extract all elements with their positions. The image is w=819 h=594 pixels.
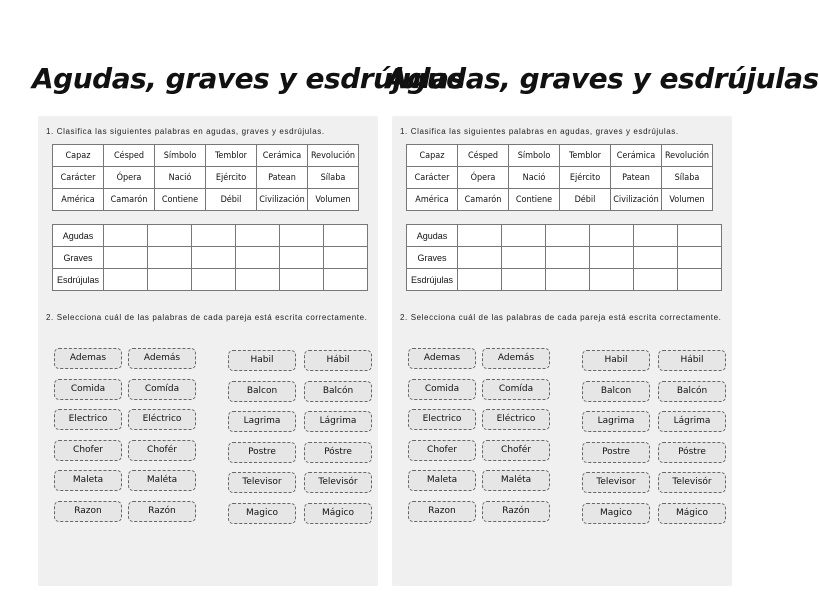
table-row (407, 189, 713, 211)
word-option[interactable]: Chofer (54, 440, 122, 461)
classify-table (52, 224, 368, 291)
word-option[interactable]: Mágico (658, 503, 726, 524)
answer-cell[interactable] (502, 247, 546, 269)
answer-cell[interactable] (104, 247, 148, 269)
table-row (53, 189, 359, 211)
word-option[interactable]: Maleta (54, 470, 122, 491)
table-row (407, 247, 722, 269)
word-cell: Civilización (257, 189, 308, 211)
word-cell: Patean (257, 167, 308, 189)
word-option[interactable]: Magico (582, 503, 650, 524)
answer-cell[interactable] (458, 225, 502, 247)
word-option[interactable]: Habil (228, 350, 296, 371)
word-option[interactable]: Televisór (304, 472, 372, 493)
word-option[interactable]: Maléta (482, 470, 550, 491)
word-cell: Contiene (509, 189, 560, 211)
word-cell: Nació (509, 167, 560, 189)
word-cell: Capaz (407, 145, 458, 167)
word-cell: Ejército (560, 167, 611, 189)
classify-label: Agudas (53, 225, 104, 247)
word-cell: Ópera (458, 167, 509, 189)
word-option[interactable]: Ademas (408, 348, 476, 369)
worksheet-right (386, 62, 819, 532)
word-option[interactable]: Comída (482, 379, 550, 400)
word-cell: Símbolo (509, 145, 560, 167)
word-option[interactable]: Electrico (408, 409, 476, 430)
table-row (53, 145, 359, 167)
word-option[interactable]: Ademas (54, 348, 122, 369)
word-option[interactable]: Eléctrico (128, 409, 196, 430)
word-cell: Carácter (407, 167, 458, 189)
answer-cell[interactable] (148, 225, 192, 247)
word-cell: Civilización (611, 189, 662, 211)
answer-cell[interactable] (502, 269, 546, 291)
word-option[interactable]: Comida (408, 379, 476, 400)
word-option[interactable]: Maleta (408, 470, 476, 491)
table-row (407, 225, 722, 247)
word-option[interactable]: Postre (582, 442, 650, 463)
word-cell: Nació (155, 167, 206, 189)
word-option[interactable]: Comída (128, 379, 196, 400)
word-cell: Ejército (206, 167, 257, 189)
answer-cell[interactable] (458, 247, 502, 269)
word-option[interactable]: Televisor (228, 472, 296, 493)
word-cell: Patean (611, 167, 662, 189)
answer-cell[interactable] (634, 269, 678, 291)
answer-cell[interactable] (280, 269, 324, 291)
answer-cell[interactable] (678, 247, 722, 269)
word-cell: Cerámica (611, 145, 662, 167)
table-row (53, 225, 368, 247)
classify-label: Esdrújulas (53, 269, 104, 291)
instruction-1: 1. Clasifica las siguientes palabras en agudas, graves y esdrújulas. (46, 127, 325, 136)
word-option[interactable]: Además (128, 348, 196, 369)
answer-cell[interactable] (590, 225, 634, 247)
word-option[interactable]: Maléta (128, 470, 196, 491)
answer-cell[interactable] (546, 269, 590, 291)
table-row (53, 247, 368, 269)
word-cell: Sílaba (308, 167, 359, 189)
word-option[interactable]: Chofér (128, 440, 196, 461)
answer-cell[interactable] (634, 247, 678, 269)
word-table (52, 144, 359, 211)
word-option[interactable]: Televisór (658, 472, 726, 493)
answer-cell[interactable] (324, 247, 368, 269)
word-cell: Volumen (308, 189, 359, 211)
classify-label: Graves (407, 247, 458, 269)
answer-cell[interactable] (280, 225, 324, 247)
word-cell: Débil (206, 189, 257, 211)
word-option[interactable]: Hábil (304, 350, 372, 371)
word-cell: Temblor (560, 145, 611, 167)
classify-label: Graves (53, 247, 104, 269)
word-option[interactable]: Lágrima (304, 411, 372, 432)
classify-label: Agudas (407, 225, 458, 247)
instruction-1: 1. Clasifica las siguientes palabras en agudas, graves y esdrújulas. (400, 127, 679, 136)
word-cell: Césped (458, 145, 509, 167)
word-cell: Contiene (155, 189, 206, 211)
table-row (53, 167, 359, 189)
answer-cell[interactable] (502, 225, 546, 247)
word-option[interactable]: Chofer (408, 440, 476, 461)
table-row (53, 269, 368, 291)
word-option[interactable]: Chofér (482, 440, 550, 461)
word-cell: Camarón (458, 189, 509, 211)
word-option[interactable]: Balcón (658, 381, 726, 402)
word-option[interactable]: Eléctrico (482, 409, 550, 430)
answer-cell[interactable] (192, 247, 236, 269)
answer-cell[interactable] (236, 247, 280, 269)
answer-cell[interactable] (324, 225, 368, 247)
table-row (407, 269, 722, 291)
answer-cell[interactable] (590, 247, 634, 269)
answer-cell[interactable] (148, 247, 192, 269)
answer-cell[interactable] (148, 269, 192, 291)
answer-cell[interactable] (236, 225, 280, 247)
answer-cell[interactable] (104, 225, 148, 247)
answer-cell[interactable] (678, 225, 722, 247)
word-cell: Revolución (662, 145, 713, 167)
word-option[interactable]: Hábil (658, 350, 726, 371)
word-option[interactable]: Razon (54, 501, 122, 522)
word-cell: América (407, 189, 458, 211)
word-cell: Sílaba (662, 167, 713, 189)
word-option[interactable]: Comida (54, 379, 122, 400)
word-table (406, 144, 713, 211)
word-option[interactable]: Habil (582, 350, 650, 371)
answer-cell[interactable] (546, 247, 590, 269)
word-cell: Camarón (104, 189, 155, 211)
instruction-2: 2. Selecciona cuál de las palabras de cada pareja está escrita correctamente. (400, 313, 722, 322)
word-cell: Temblor (206, 145, 257, 167)
word-option[interactable]: Lagrima (228, 411, 296, 432)
word-cell: Césped (104, 145, 155, 167)
word-option[interactable]: Póstre (658, 442, 726, 463)
answer-cell[interactable] (546, 225, 590, 247)
answer-cell[interactable] (104, 269, 148, 291)
word-cell: Volumen (662, 189, 713, 211)
word-cell: América (53, 189, 104, 211)
word-option[interactable]: Televisor (582, 472, 650, 493)
answer-cell[interactable] (458, 269, 502, 291)
page-title: Agudas, graves y esdrújulas (32, 62, 465, 95)
word-option[interactable]: Postre (228, 442, 296, 463)
answer-cell[interactable] (324, 269, 368, 291)
word-option[interactable]: Póstre (304, 442, 372, 463)
word-option[interactable]: Lágrima (658, 411, 726, 432)
answer-cell[interactable] (236, 269, 280, 291)
word-option[interactable]: Magico (228, 503, 296, 524)
word-option[interactable]: Mágico (304, 503, 372, 524)
answer-cell[interactable] (192, 269, 236, 291)
word-cell: Capaz (53, 145, 104, 167)
word-cell: Débil (560, 189, 611, 211)
word-option[interactable]: Lagrima (582, 411, 650, 432)
table-row (407, 145, 713, 167)
answer-cell[interactable] (678, 269, 722, 291)
answer-cell[interactable] (280, 247, 324, 269)
instruction-2: 2. Selecciona cuál de las palabras de cada pareja está escrita correctamente. (46, 313, 368, 322)
worksheet-left (32, 62, 465, 532)
word-option[interactable]: Electrico (54, 409, 122, 430)
word-cell: Símbolo (155, 145, 206, 167)
word-cell: Revolución (308, 145, 359, 167)
page-title: Agudas, graves y esdrújulas (386, 62, 819, 95)
word-option[interactable]: Además (482, 348, 550, 369)
word-option[interactable]: Balcón (304, 381, 372, 402)
classify-table (406, 224, 722, 291)
word-cell: Cerámica (257, 145, 308, 167)
answer-cell[interactable] (634, 225, 678, 247)
word-option[interactable]: Razon (408, 501, 476, 522)
classify-label: Esdrújulas (407, 269, 458, 291)
word-option[interactable]: Razón (482, 501, 550, 522)
answer-cell[interactable] (590, 269, 634, 291)
word-option[interactable]: Razón (128, 501, 196, 522)
table-row (407, 167, 713, 189)
word-cell: Carácter (53, 167, 104, 189)
word-cell: Ópera (104, 167, 155, 189)
word-option[interactable]: Balcon (228, 381, 296, 402)
answer-cell[interactable] (192, 225, 236, 247)
word-option[interactable]: Balcon (582, 381, 650, 402)
